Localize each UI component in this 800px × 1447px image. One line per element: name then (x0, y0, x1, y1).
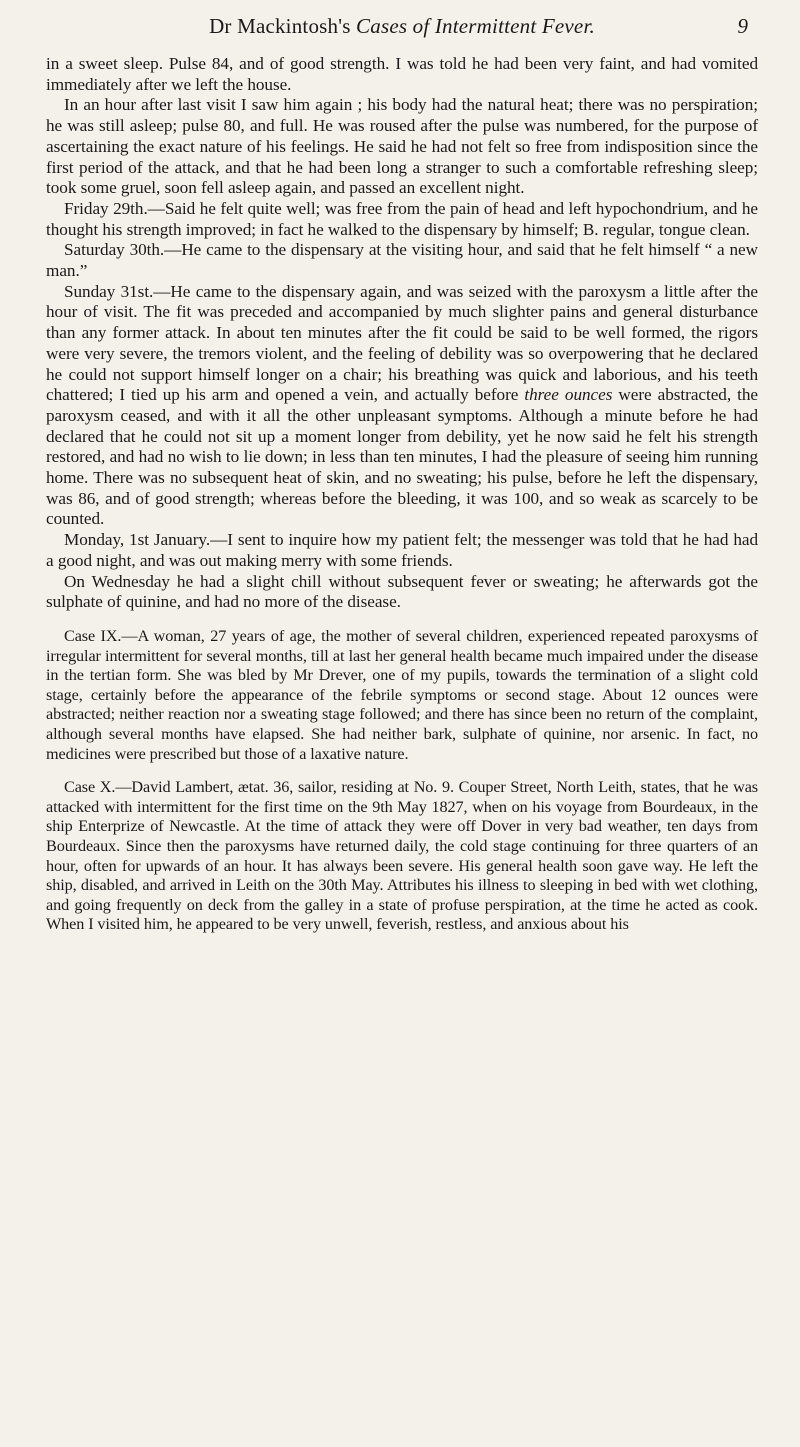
paragraph (46, 282, 758, 530)
paragraph: Saturday 30th.—He came to the dispensary at the visiting hour, and said that he felt himself “ a new man.” (46, 240, 758, 281)
paragraph: Monday, 1st January.—I sent to inquire how my patient felt; the messenger was told that he had had a good night, and was out making merry with some friends. (46, 530, 758, 570)
case-paragraph: Case IX.—A woman, 27 years of age, the mother of several children, experienced repeated paroxysms of irregular intermittent for several months, till at last her general health became much impaired under the disease in the tertian form. She was bled by Mr Drever, one of my pupils, towards the termination of a slight cold stage, certainly before the appearance of the febrile symptoms or second stage. About 12 ounces were abstracted; neither reaction nor a sweating stage followed; and there has since been no return of the complaint, although several months have elapsed. She had neither bark, sulphate of quinine, nor arsenic. In fact, no medicines were prescribed but those of a laxative nature. (46, 626, 758, 763)
paragraph: in a sweet sleep. Pulse 84, and of good strength. I was told he had been very faint, and had vomited immediately after we left the house. (46, 54, 758, 94)
paragraph: On Wednesday he had a slight chill without subsequent fever or sweating; he afterwards got the sulphate of quinine, and had no more of the disease. (46, 571, 758, 612)
running-title-roman: Dr Mackintosh's (209, 14, 357, 38)
emphasis: three ounces (524, 385, 613, 405)
case-x (46, 778, 758, 935)
page-number: 9 (737, 14, 748, 38)
paragraph-text: were abstracted, the paroxysm ceased, and with it all the other unpleasant symptoms. Although a minute before he had declared that he could not sit up a moment longer from debility, yet he now said he felt his strength restored, and had no wish to lie down; in less than ten minutes, I had the pleasure of seeing him running home. There was no subsequent heat of skin, and no sweating; his pulse, before he left the dispensary, was 86, and of good strength; whereas before the bleeding, it was 100, and so weak as scarcely to be counted. (46, 385, 758, 529)
case-paragraph: Case X.—David Lambert, ætat. 36, sailor, residing at No. 9. Couper Street, North Leith, states, that he was attacked with intermittent for the first time on the 9th May 1827, when on his voyage from Bourdeaux, in the ship Enterprize of Newcastle. At the time of attack they were off Dover in very bad weather, ten days from Bourdeaux. Since then the paroxysms have returned daily, the cold stage continuing for three quarters of an hour, often for upwards of an hour. It has always been severe. His general health soon gave way. He left the ship, disabled, and arrived in Leith on the 30th May. Attributes his illness to sleeping in bed with wet clothing, and going frequently on deck from the galley in a state of profuse perspiration, at the time he acted as cook. When I visited him, he appeared to be very unwell, feverish, restless, and anxious about his (46, 778, 758, 934)
case-ix (46, 627, 758, 764)
paragraph: Friday 29th.—Said he felt quite well; was free from the pain of head and left hypochondrium, and he thought his strength improved; in fact he walked to the dispensary by himself; B. regular, tongue clean. (46, 198, 758, 239)
running-head (46, 14, 758, 54)
main-text (46, 54, 758, 613)
running-title-italic: Cases of Intermittent Fever. (356, 14, 595, 38)
paragraph-text: Sunday 31st.—He came to the dispensary again, and was seized with the paroxysm a little after the hour of visit. The fit was preceded and accompanied by much slighter pains and general disturbance than any former attack. In about ten minutes after the fit could be said to be well formed, the rigors were very severe, the tremors violent, and the feeling of debility was so overpowering that he declared he could not support himself longer on a chair; his breathing was quick and laborious, and his teeth chattered; I tied up his arm and opened a vein, and actually before (46, 281, 758, 405)
running-title (209, 14, 595, 38)
paragraph: In an hour after last visit I saw him again ; his body had the natural heat; there was no perspiration; he was still asleep; pulse 80, and full. He was roused after the pulse was numbered, for the purpose of ascertaining the exact nature of his feelings. He said he had not felt so free from indisposition since the first period of the attack, and that he had been long a stranger to such a comfortable refreshing sleep; took some gruel, soon fell asleep again, and passed an excellent night. (46, 95, 758, 198)
